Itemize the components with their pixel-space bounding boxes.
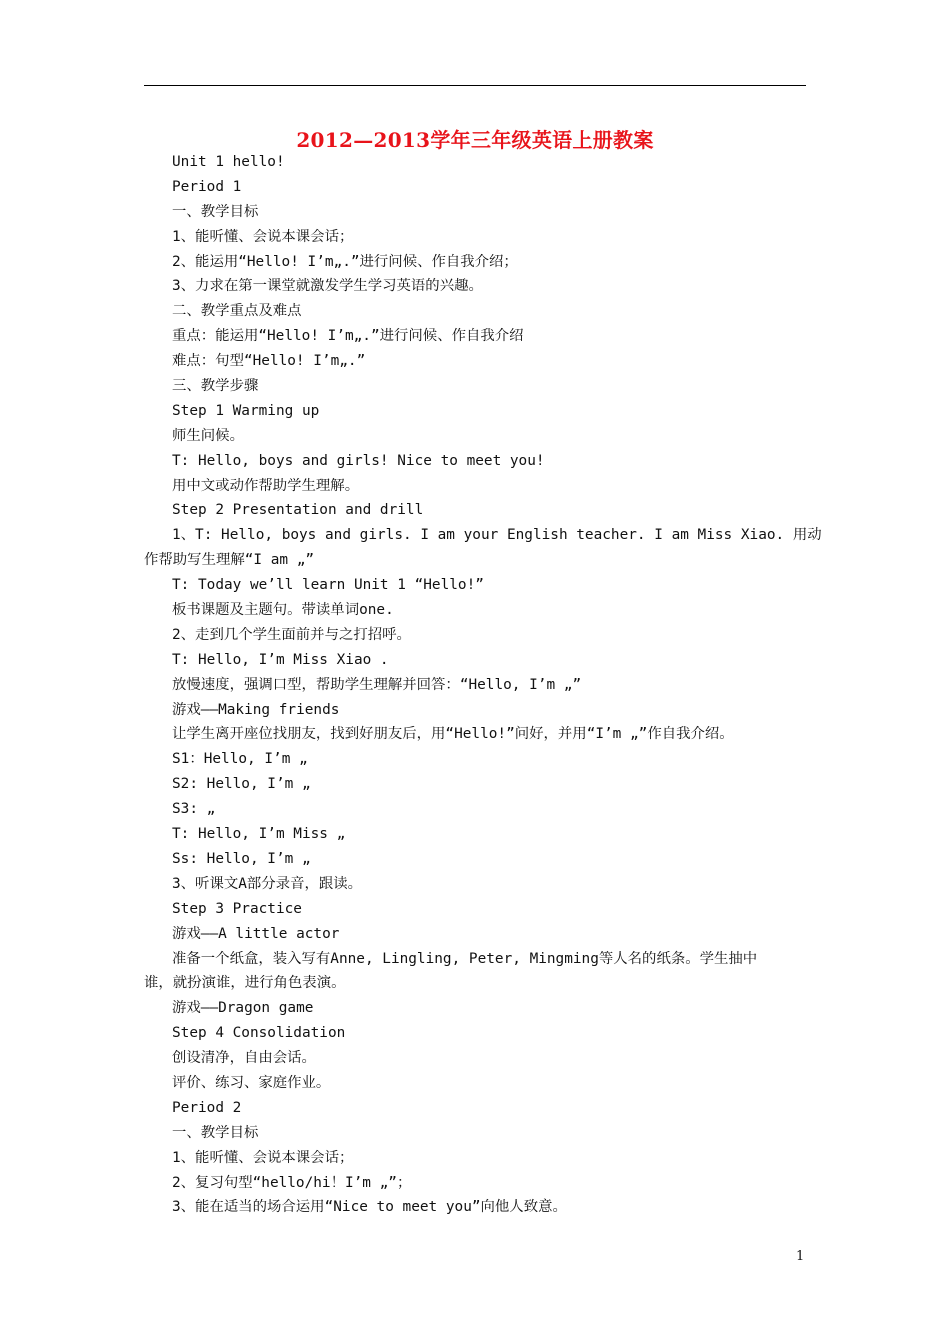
text-line-continued: 谁，就扮演谁，进行角色表演。 — [144, 975, 346, 992]
text-line: 放慢速度，强调口型，帮助学生理解并回答：“Hello, I’m „” — [172, 676, 582, 693]
text-line: T: Hello, I’m Miss Xiao . — [172, 651, 389, 668]
text-line: 评价、练习、家庭作业。 — [172, 1074, 331, 1091]
text-line: 2、走到几个学生面前并与之打招呼。 — [172, 626, 411, 643]
text-line: Period 1 — [172, 178, 242, 195]
text-line: 重点：能运用“Hello! I’m„.”进行问候、作自我介绍 — [172, 328, 524, 345]
text-line: T: Today we’ll learn Unit 1 “Hello!” — [172, 577, 484, 594]
text-line: Step 2 Presentation and drill — [172, 502, 424, 519]
text-line: 一、教学目标 — [172, 1124, 259, 1141]
text-line: 3、听课文A部分录音，跟读。 — [172, 875, 363, 892]
text-line: Unit 1 hello! — [172, 154, 285, 170]
text-line: T: Hello, I’m Miss „ — [172, 826, 346, 843]
text-line: 游戏——Dragon game — [172, 1000, 314, 1017]
text-line: 难点：句型“Hello! I’m„.” — [172, 353, 366, 370]
text-line: Step 4 Consolidation — [172, 1025, 346, 1042]
text-line: 1、T: Hello, boys and girls. I am your English teacher. I am Miss Xiao. 用动 — [172, 527, 822, 544]
text-line: 用中文或动作帮助学生理解。 — [172, 477, 360, 494]
text-line: 游戏——A little actor — [172, 925, 340, 942]
text-line: 游戏——Making friends — [172, 701, 340, 718]
document-body — [144, 150, 822, 1220]
text-line: 三、教学步骤 — [172, 378, 259, 395]
text-line: Step 3 Practice — [172, 900, 302, 917]
text-line: S1：Hello, I’m „ — [172, 751, 308, 768]
text-line: 3、力求在第一课堂就激发学生学习英语的兴趣。 — [172, 278, 483, 295]
text-line: 二、教学重点及难点 — [172, 303, 302, 320]
text-line: 一、教学目标 — [172, 203, 259, 220]
text-line: 1、能听懂、会说本课会话； — [172, 228, 354, 245]
text-line: Ss: Hello, I’m „ — [172, 850, 311, 867]
page-number: 1 — [796, 1249, 805, 1264]
text-line: T: Hello, boys and girls! Nice to meet you! — [172, 452, 545, 469]
text-line: 2、能运用“Hello! I’m„.”进行问候、作自我介绍； — [172, 253, 518, 270]
text-line: 让学生离开座位找朋友，找到好朋友后，用“Hello!”问好，并用“I’m „”作自我介绍。 — [172, 726, 734, 743]
text-line: 板书课题及主题句。带读单词one. — [172, 602, 394, 619]
text-line: S2: Hello, I’m „ — [172, 776, 311, 793]
text-line-continued: 作帮助写生理解“I am „” — [144, 552, 315, 569]
text-line: 3、能在适当的场合运用“Nice to meet you”向他人致意。 — [172, 1199, 567, 1216]
header-rule — [144, 85, 806, 86]
text-line: 1、能听懂、会说本课会话； — [172, 1149, 354, 1166]
text-line: Period 2 — [172, 1099, 242, 1116]
text-line: Step 1 Warming up — [172, 402, 320, 419]
text-line: 准备一个纸盒，装入写有Anne, Lingling, Peter, Mingming等人名的纸条。学生抽中 — [172, 950, 758, 967]
text-line: 2、复习句型“hello/hi！I’m „”； — [172, 1174, 412, 1191]
text-line: 创设清净，自由会话。 — [172, 1050, 316, 1067]
document-title: 2012—2013学年三年级英语上册教案 — [296, 128, 654, 152]
text-line: S3: „ — [172, 801, 216, 818]
text-line: 师生问候。 — [172, 427, 244, 444]
